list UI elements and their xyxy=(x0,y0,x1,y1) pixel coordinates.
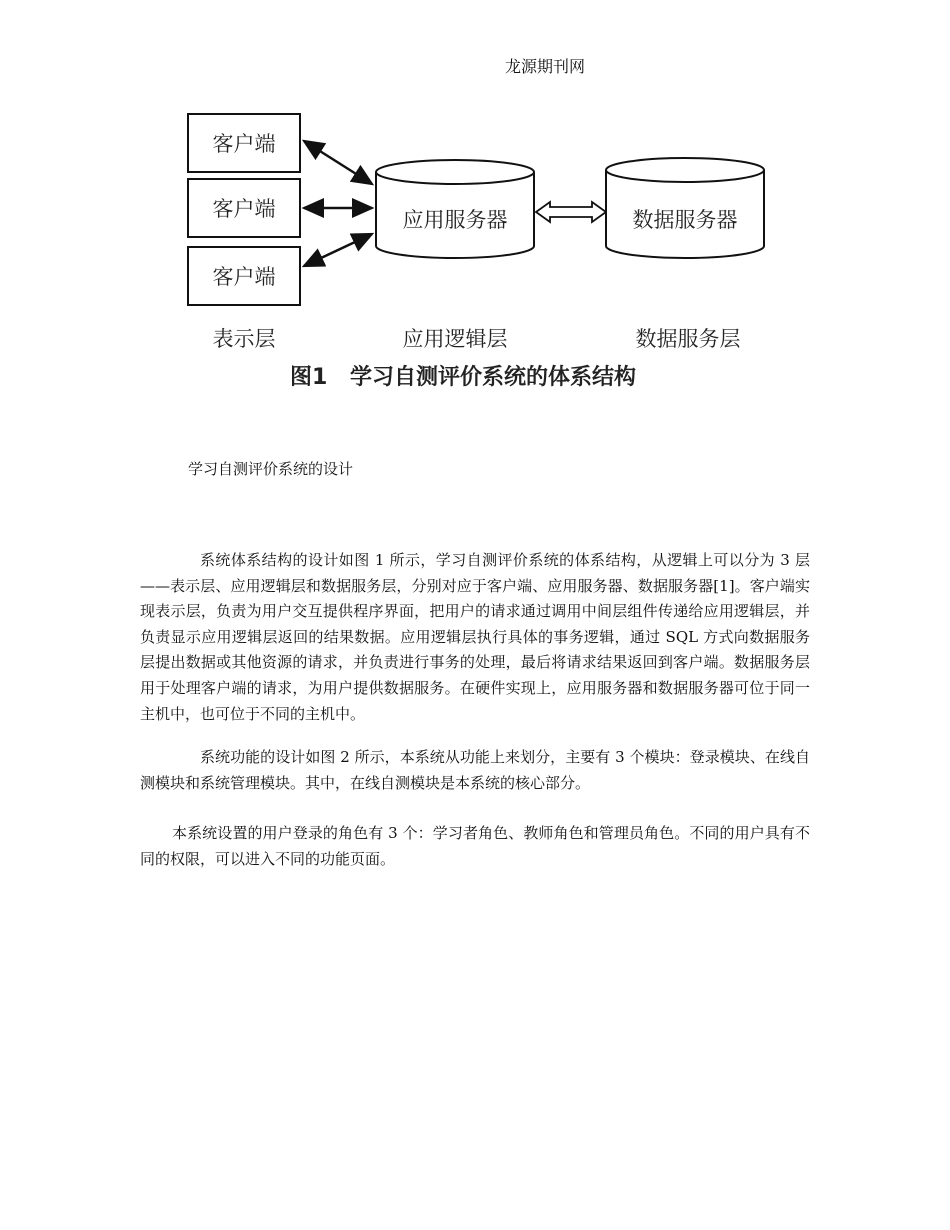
client-label-3: 客户端 xyxy=(212,265,276,289)
figure-caption-number: 图1 xyxy=(290,365,328,390)
figure-caption-text: 学习自测评价系统的体系结构 xyxy=(350,365,637,390)
site-header: 龙源期刊网 xyxy=(504,57,585,76)
client-label-2: 客户端 xyxy=(212,197,276,221)
app-server-label: 应用服务器 xyxy=(402,208,508,232)
architecture-diagram-svg xyxy=(180,100,780,400)
arrow-client-1 xyxy=(304,141,372,184)
paragraph-architecture: 系统体系结构的设计如图 1 所示，学习自测评价系统的体系结构，从逻辑上可以分为 3 层——表示层、应用逻辑层和数据服务层，分别对应于客户端、应用服务器、数据服务器[1]。客户端实现表示层，负责为用户交互提供程序界面，把用户的请求通过调用中间层组件传递给应用逻辑层，并负责显示应用逻辑层返回的结果数据。应用逻辑层执行具体的事务逻辑，通过 SQL 方式向数据服务层提出数据或其他资源的请求，并负责进行事务的处理，最后将请求结果返回到客户端。数据服务层用于处理客户端的请求，为用户提供数据服务。在硬件实现上，应用服务器和数据服务器可位于同一主机中，也可位于不同的主机中。 xyxy=(140,551,810,723)
section-title: 学习自测评价系统的设计 xyxy=(188,460,354,478)
layer-label-logic: 应用逻辑层 xyxy=(402,327,508,351)
client-label-1: 客户端 xyxy=(212,132,276,156)
architecture-diagram xyxy=(180,100,780,400)
paragraph-function: 系统功能的设计如图 2 所示，本系统从功能上来划分，主要有 3 个模块：登录模块、在线自测模块和系统管理模块。其中，在线自测模块是本系统的核心部分。 xyxy=(140,748,810,792)
arrow-client-3 xyxy=(304,234,372,266)
data-server-label: 数据服务器 xyxy=(632,208,738,232)
layer-label-presentation: 表示层 xyxy=(212,327,276,351)
layer-label-data: 数据服务层 xyxy=(635,327,741,351)
double-arrow-app-data xyxy=(536,202,606,222)
paragraph-roles: 本系统设置的用户登录的角色有 3 个：学习者角色、教师角色和管理员角色。不同的用户具有不同的权限，可以进入不同的功能页面。 xyxy=(140,824,810,868)
